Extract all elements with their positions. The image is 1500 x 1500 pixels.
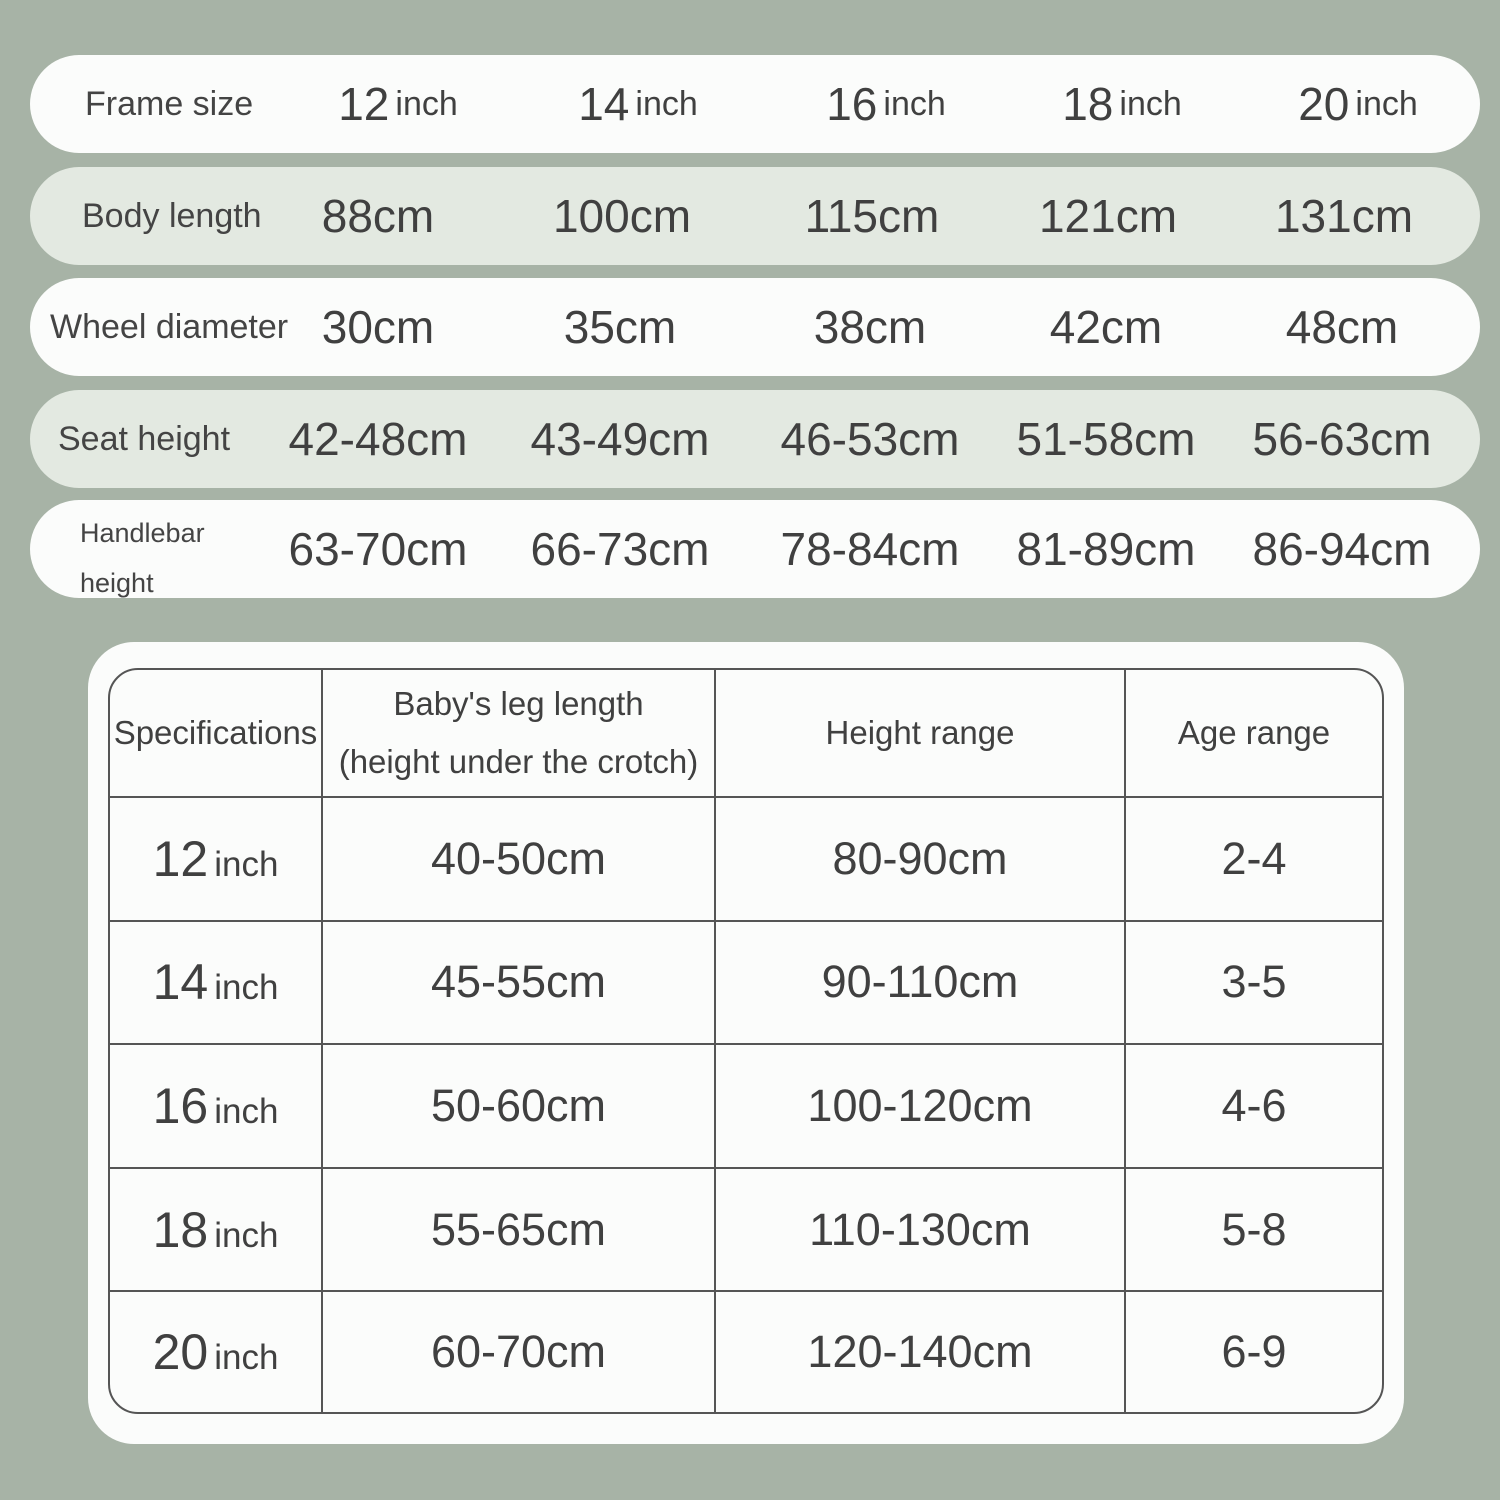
wheel-diameter-value: 30cm [321, 301, 435, 353]
body-length-value: 100cm [552, 190, 692, 242]
frame-size-row [30, 55, 1480, 153]
height-range-cell: 110-130cm [716, 1169, 1126, 1293]
size-chart-card [88, 642, 1404, 1444]
handlebar-height-value: 63-70cm [288, 523, 468, 575]
handlebar-height-label: Handlebar height [80, 518, 205, 598]
seat-height-value: 56-63cm [1252, 413, 1432, 465]
body-length-label: Body length [82, 196, 262, 235]
wheel-diameter-value: 42cm [1049, 301, 1163, 353]
size-cell: 16 inch [110, 1045, 323, 1169]
table-row [110, 1292, 1382, 1412]
leg-length-cell: 50-60cm [323, 1045, 716, 1169]
height-range-cell: 120-140cm [716, 1292, 1126, 1412]
body-length-value: 131cm [1274, 190, 1414, 242]
table-row [110, 1169, 1382, 1293]
wheel-diameter-value: 38cm [813, 301, 927, 353]
handlebar-height-row [30, 500, 1480, 598]
seat-height-row [30, 390, 1480, 488]
body-length-row [30, 167, 1480, 265]
handlebar-height-value: 86-94cm [1252, 523, 1432, 575]
leg-length-cell: 55-65cm [323, 1169, 716, 1293]
seat-height-value: 51-58cm [1016, 413, 1196, 465]
body-length-value: 121cm [1038, 190, 1178, 242]
leg-length-cell: 40-50cm [323, 798, 716, 922]
size-cell: 14 inch [110, 922, 323, 1046]
body-length-value: 88cm [321, 190, 435, 242]
table-header-row [110, 670, 1382, 798]
size-chart-table [108, 668, 1384, 1414]
height-range-cell: 100-120cm [716, 1045, 1126, 1169]
seat-height-label: Seat height [58, 419, 231, 458]
wheel-diameter-value: 48cm [1285, 301, 1399, 353]
height-range-cell: 90-110cm [716, 922, 1126, 1046]
table-row [110, 922, 1382, 1046]
size-cell: 20 inch [110, 1292, 323, 1412]
frame-size-label: Frame size [85, 84, 254, 123]
body-length-value: 115cm [804, 190, 940, 242]
frame-size-value: 12 inch [338, 78, 458, 130]
seat-height-value: 46-53cm [780, 413, 960, 465]
frame-size-value: 16 inch [826, 78, 946, 130]
frame-size-value: 18 inch [1062, 78, 1182, 130]
table-row [110, 798, 1382, 922]
frame-size-value: 14 inch [578, 78, 698, 130]
seat-height-value: 42-48cm [288, 413, 468, 465]
header-specifications: Specifications [110, 670, 323, 798]
wheel-diameter-value: 35cm [563, 301, 677, 353]
handlebar-height-value: 66-73cm [530, 523, 710, 575]
size-cell: 18 inch [110, 1169, 323, 1293]
wheel-diameter-label: Wheel diameter [50, 307, 289, 346]
age-range-cell: 2-4 [1126, 798, 1382, 922]
age-range-cell: 4-6 [1126, 1045, 1382, 1169]
height-range-cell: 80-90cm [716, 798, 1126, 922]
handlebar-height-value: 78-84cm [780, 523, 960, 575]
wheel-diameter-row [30, 278, 1480, 376]
age-range-cell: 6-9 [1221, 1326, 1287, 1378]
seat-height-value: 43-49cm [530, 413, 710, 465]
leg-length-cell: 45-55cm [323, 922, 716, 1046]
handlebar-height-value: 81-89cm [1016, 523, 1196, 575]
header-age-range: Age range [1126, 670, 1382, 798]
age-range-cell: 3-5 [1126, 922, 1382, 1046]
size-cell: 12 inch [110, 798, 323, 922]
leg-length-cell: 60-70cm [323, 1292, 716, 1412]
header-height-range: Height range [716, 670, 1126, 798]
age-range-cell: 5-8 [1126, 1169, 1382, 1293]
header-leg-length: Baby's leg length (height under the crotch) [323, 670, 716, 798]
frame-size-value: 20 inch [1298, 78, 1418, 130]
table-row [110, 1045, 1382, 1169]
